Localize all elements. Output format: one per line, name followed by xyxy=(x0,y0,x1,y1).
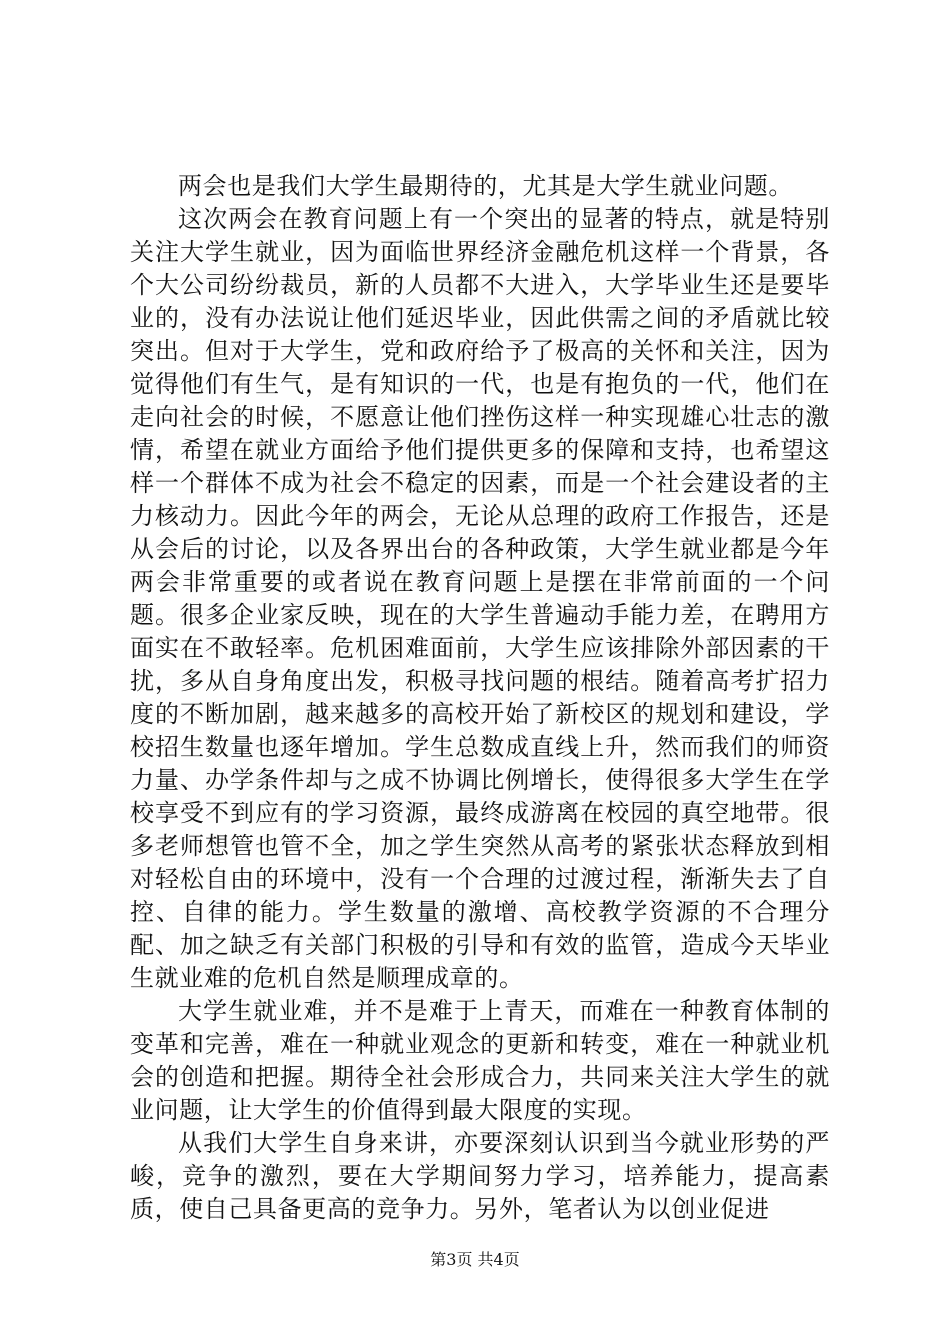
document-body xyxy=(130,170,830,1226)
paragraph-4: 从我们大学生自身来讲，亦要深刻认识到当今就业形势的严峻，竞争的激烈，要在大学期间努力学习，培养能力，提高素质，使自己具备更高的竞争力。另外，笔者认为以创业促进 xyxy=(130,1129,830,1223)
paragraph-2: 这次两会在教育问题上有一个突出的显著的特点，就是特别关注大学生就业，因为面临世界经济金融危机这样一个背景，各个大公司纷纷裁员，新的人员都不大进入，大学毕业生还是要毕业的，没有办法说让他们延迟毕业，因此供需之间的矛盾就比较突出。但对于大学生，党和政府给予了极高的关怀和关注，因为觉得他们有生气，是有知识的一代，也是有抱负的一代，他们在走向社会的时候，不愿意让他们挫伤这样一种实现雄心壮志的激情，希望在就业方面给予他们提供更多的保障和支持，也希望这样一个群体不成为社会不稳定的因素，而是一个社会建设者的主力核动力。因此今年的两会，无论从总理的政府工作报告，还是从会后的讨论，以及各界出台的各种政策，大学生就业都是今年两会非常重要的或者说在教育问题上是摆在非常前面的一个问题。很多企业家反映，现在的大学生普遍动手能力差，在聘用方面实在不敢轻率。危机困难面前，大学生应该排除外部因素的干扰，多从自身角度出发，积极寻找问题的根结。随着高考扩招力度的不断加剧，越来越多的高校开始了新校区的规划和建设，学校招生数量也逐年增加。学生总数成直线上升，然而我们的师资力量、办学条件却与之成不协调比例增长，使得很多大学生在学校享受不到应有的学习资源，最终成游离在校园的真空地带。很多老师想管也管不全，加之学生突然从高考的紧张状态释放到相对轻松自由的环境中，没有一个合理的过渡过程，渐渐失去了自控、自律的能力。学生数量的激增、高校教学资源的不合理分配、加之缺乏有关部门积极的引导和有效的监管，造成今天毕业生就业难的危机自然是顺理成章的。 xyxy=(130,205,830,992)
paragraph-3: 大学生就业难，并不是难于上青天，而难在一种教育体制的变革和完善，难在一种就业观念的更新和转变，难在一种就业机会的创造和把握。期待全社会形成合力，共同来关注大学生的就业问题，让大学生的价值得到最大限度的实现。 xyxy=(130,997,830,1124)
paragraph-1: 两会也是我们大学生最期待的，尤其是大学生就业问题。 xyxy=(178,172,793,200)
page-number-footer: 第3页 共4页 xyxy=(430,1250,520,1269)
